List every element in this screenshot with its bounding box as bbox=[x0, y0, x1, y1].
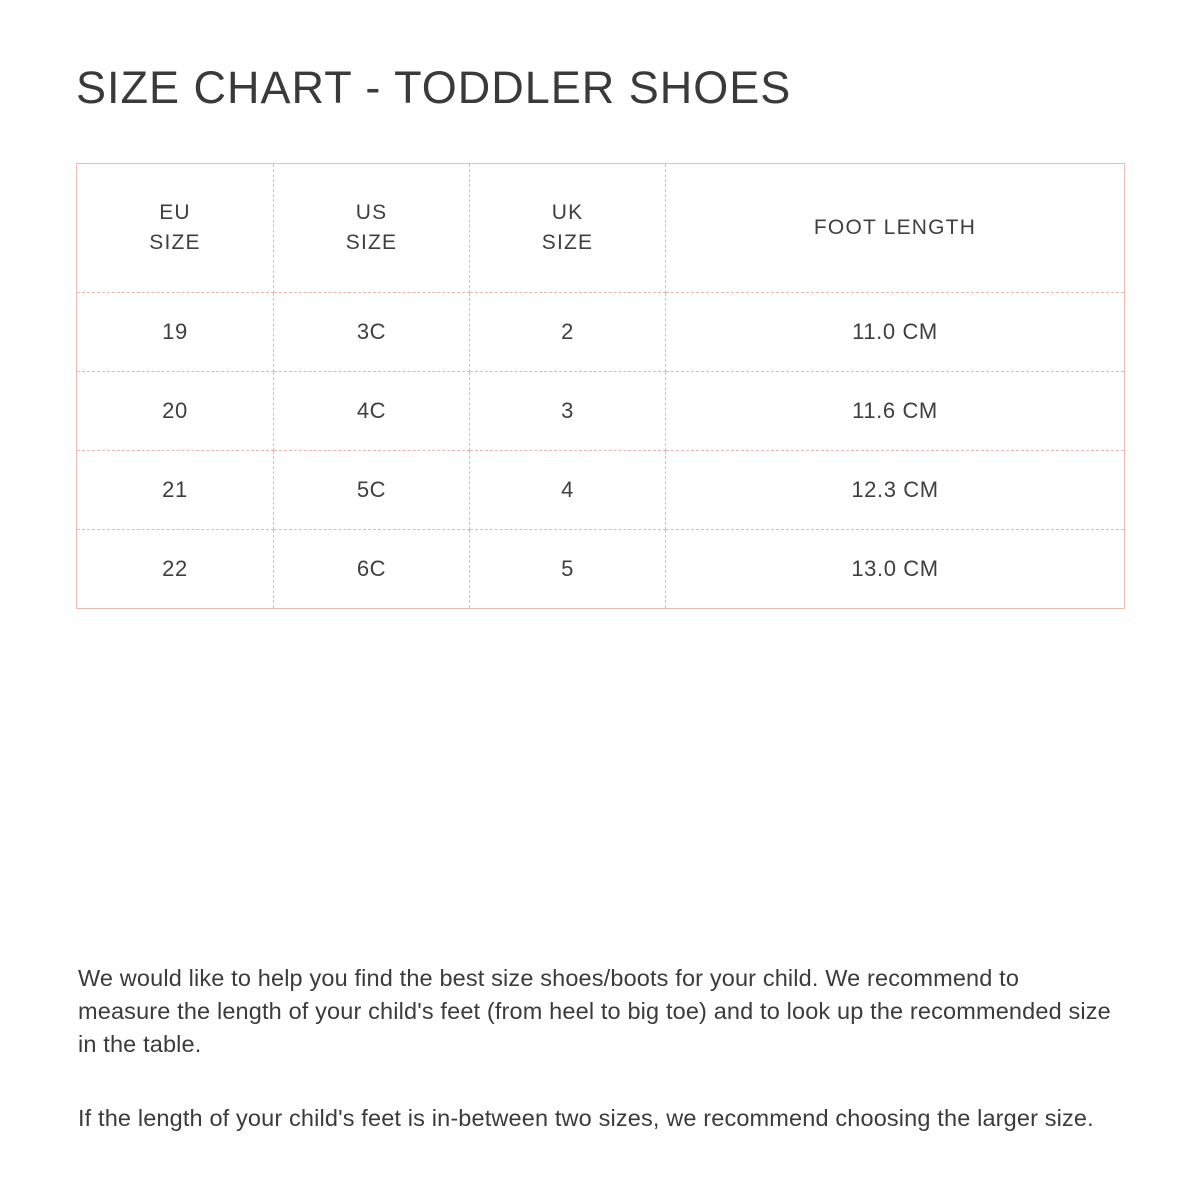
table-header-row bbox=[77, 164, 1125, 293]
cell-us-size: 5C bbox=[274, 451, 470, 530]
column-header-us-line2: SIZE bbox=[345, 231, 398, 254]
column-header-eu-line1: EU bbox=[159, 200, 191, 224]
size-chart-table bbox=[76, 163, 1125, 609]
cell-foot-length: 12.3 CM bbox=[666, 451, 1125, 530]
instructions-paragraph-2: If the length of your child's feet is in-between two sizes, we recommend choosing the larger size. bbox=[78, 1104, 1094, 1131]
cell-uk-size: 4 bbox=[470, 451, 666, 530]
cell-eu-size: 21 bbox=[77, 451, 274, 530]
cell-foot-length: 11.6 CM bbox=[666, 372, 1125, 451]
table-row bbox=[77, 293, 1125, 372]
cell-eu-size: 20 bbox=[77, 372, 274, 451]
column-header-uk-line1: UK bbox=[551, 200, 584, 224]
page-title: SIZE CHART - TODDLER SHOES bbox=[76, 62, 792, 113]
column-header-uk bbox=[470, 164, 666, 293]
table-header bbox=[77, 164, 1125, 293]
cell-eu-size: 22 bbox=[77, 530, 274, 609]
cell-uk-size: 3 bbox=[470, 372, 666, 451]
column-header-eu bbox=[77, 164, 274, 293]
cell-eu-size: 19 bbox=[77, 293, 274, 372]
size-chart-table-container bbox=[76, 163, 1124, 609]
column-header-eu-line2: SIZE bbox=[149, 231, 201, 254]
instructions-paragraph-1: We would like to help you find the best size shoes/boots for your child. We recommend to measure the length of your child's feet (from heel to big toe) and to look up the recommended size in the table. bbox=[78, 964, 1111, 1058]
table-row bbox=[77, 451, 1125, 530]
column-header-uk-line2: SIZE bbox=[541, 231, 594, 254]
column-header-us-line1: US bbox=[355, 200, 388, 224]
column-header-foot-length bbox=[666, 164, 1125, 293]
table-row bbox=[77, 372, 1125, 451]
cell-us-size: 4C bbox=[274, 372, 470, 451]
cell-us-size: 3C bbox=[274, 293, 470, 372]
column-header-foot-length-line1: FOOT LENGTH bbox=[813, 215, 977, 239]
column-header-us bbox=[274, 164, 470, 293]
cell-foot-length: 11.0 CM bbox=[666, 293, 1125, 372]
cell-foot-length: 13.0 CM bbox=[666, 530, 1125, 609]
cell-us-size: 6C bbox=[274, 530, 470, 609]
table-body bbox=[77, 293, 1125, 609]
instructions-section bbox=[78, 938, 1118, 1158]
table-row bbox=[77, 530, 1125, 609]
cell-uk-size: 2 bbox=[470, 293, 666, 372]
cell-uk-size: 5 bbox=[470, 530, 666, 609]
